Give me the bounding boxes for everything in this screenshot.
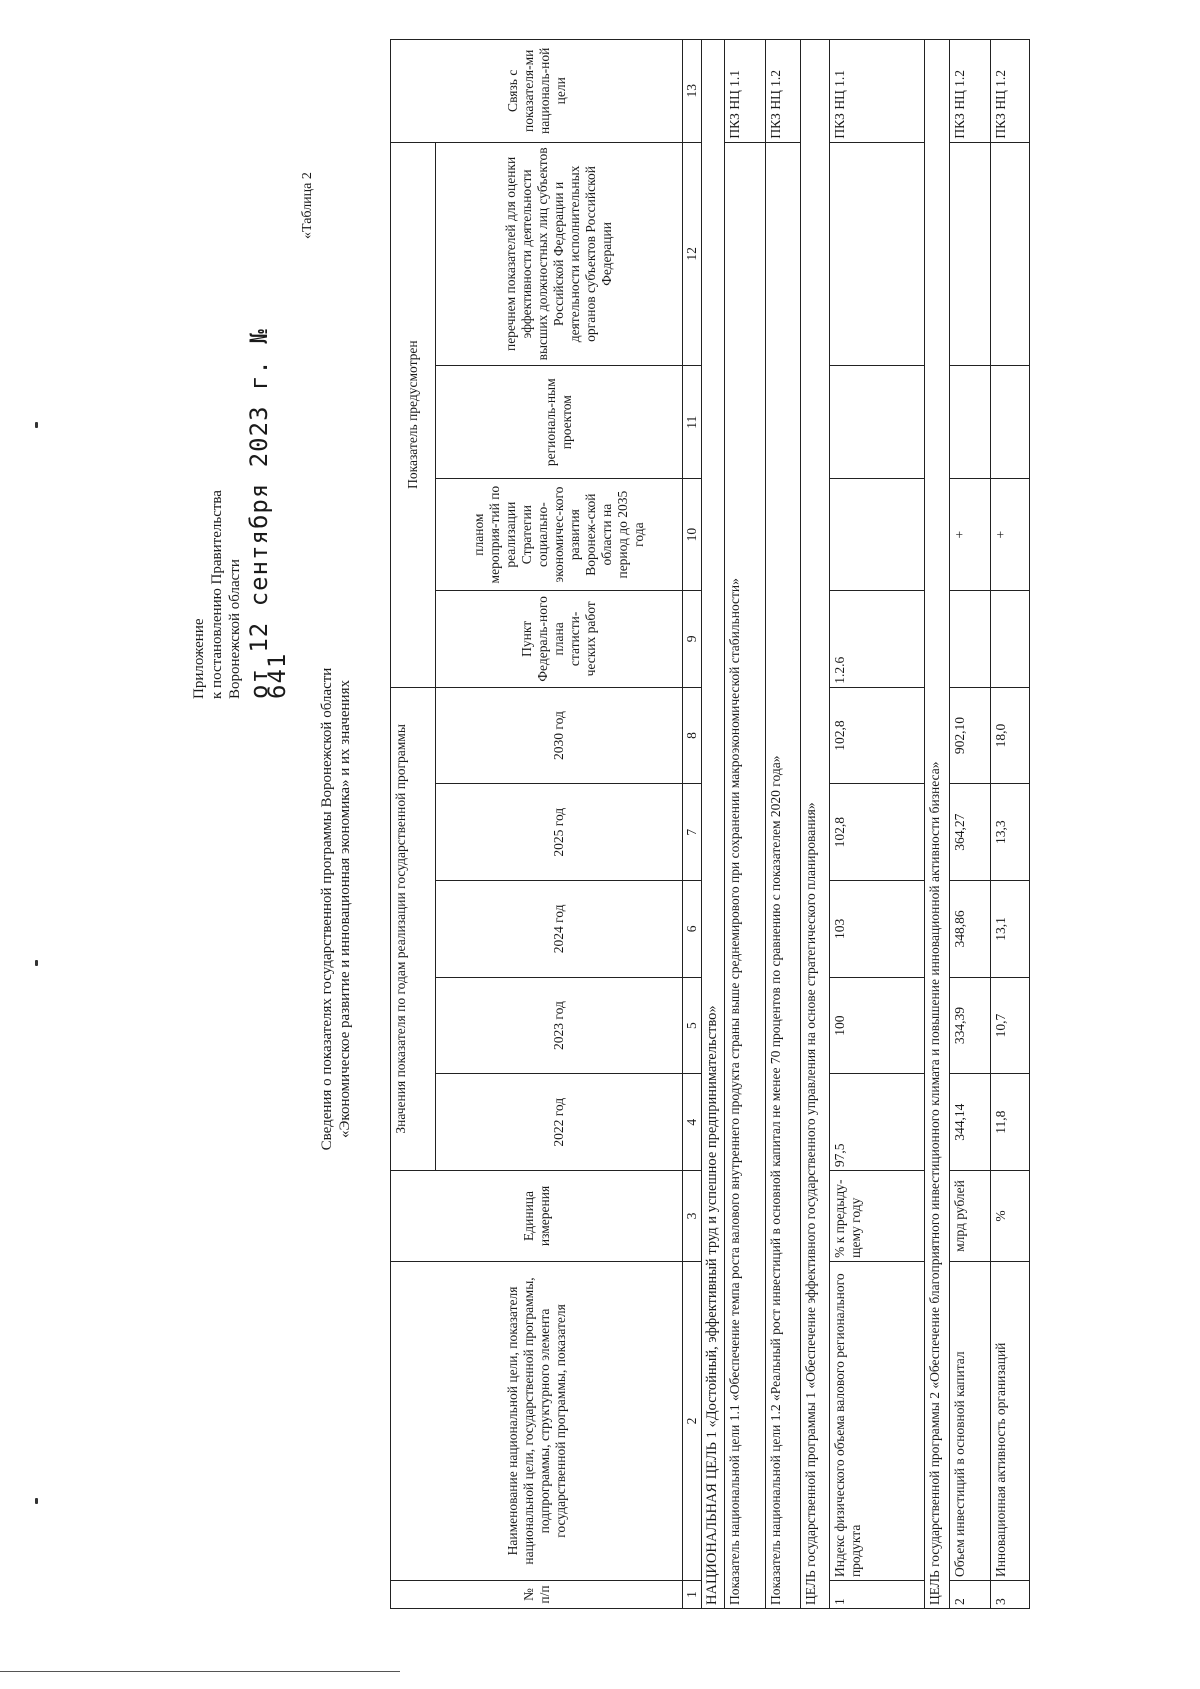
value-2024: 348,86 xyxy=(950,881,991,978)
indicator-link: ПКЗ НЦ 1.1 xyxy=(725,40,766,143)
value-2024: 13,1 xyxy=(991,881,1030,978)
national-indicator-1-2: Показатель национальной цели 1.2 «Реальный рост инвестиций в основной капитал не менее 70 процентов по сравнению с показателем 2020 года» xyxy=(766,142,801,1608)
header-row-1 xyxy=(391,40,436,1609)
col-strategy-plan-header: планом мероприя-тий по реализации Стратегии социально-экономичес-кого развития Воронеж-ской области на период до 2035 года xyxy=(436,479,683,591)
strategy-plan-mark xyxy=(830,479,925,591)
indicator-link: ПКЗ НЦ 1.2 xyxy=(950,40,991,143)
col-provided-group-header: Показатель предусмотрен xyxy=(391,142,436,687)
col-name-header: Наименование национальной цели, показателя национальной цели, государственной программы, подпрограммы, структурного элемента государственной программы, показателя xyxy=(391,1261,683,1580)
col-number: 13 xyxy=(683,40,702,143)
col-2023-header: 2023 год xyxy=(436,977,683,1074)
regional-project-mark xyxy=(991,366,1030,479)
title-line-1: Сведения о показателях государственной программы Воронежской области xyxy=(319,667,335,1151)
fed-plan-item: 1.2.6 xyxy=(830,591,925,688)
indicator-list-mark xyxy=(950,142,991,366)
col-values-group-header: Значения показателя по годам реализации государственной программы xyxy=(391,687,436,1170)
program-goal-2: ЦЕЛЬ государственной программы 2 «Обеспечение благоприятного инвестиционного климата и повышение инновационной активности бизнеса» xyxy=(925,40,950,1609)
national-indicator-row xyxy=(766,40,801,1609)
fed-plan-item xyxy=(950,591,991,688)
col-number: 11 xyxy=(683,366,702,479)
strategy-plan-mark: + xyxy=(991,479,1030,591)
value-2022: 344,14 xyxy=(950,1074,991,1171)
value-2030: 18,0 xyxy=(991,687,1030,784)
col-number: 8 xyxy=(683,687,702,784)
document-title xyxy=(318,649,354,1169)
col-number: 4 xyxy=(683,1074,702,1171)
indicator-list-mark xyxy=(991,142,1030,366)
value-2022: 97,5 xyxy=(830,1074,925,1171)
col-number: 2 xyxy=(683,1261,702,1580)
indicator-link: ПКЗ НЦ 1.1 xyxy=(830,40,925,143)
table-row xyxy=(991,40,1030,1609)
col-num-header: № п/п xyxy=(391,1581,683,1609)
column-number-row xyxy=(683,40,702,1609)
col-regional-project-header: региональ-ным проектом xyxy=(436,366,683,479)
col-number: 6 xyxy=(683,881,702,978)
col-2022-header: 2022 год xyxy=(436,1074,683,1171)
table-label: «Таблица 2 xyxy=(300,172,315,239)
program-goal-1: ЦЕЛЬ государственной программы 1 «Обеспечение эффективного государственного управления на основе стратегического планирования» xyxy=(801,40,830,1609)
row-num: 1 xyxy=(830,1581,925,1609)
regional-project-mark xyxy=(830,366,925,479)
value-2030: 902,10 xyxy=(950,687,991,784)
col-2030-header: 2030 год xyxy=(436,687,683,784)
program-goal-row xyxy=(925,40,950,1609)
value-2030: 102,8 xyxy=(830,687,925,784)
regional-project-mark xyxy=(950,366,991,479)
value-2025: 102,8 xyxy=(830,784,925,881)
value-2023: 334,39 xyxy=(950,977,991,1074)
indicator-link: ПКЗ НЦ 1.2 xyxy=(766,40,801,143)
fed-plan-item xyxy=(991,591,1030,688)
value-2023: 100 xyxy=(830,977,925,1074)
program-goal-row xyxy=(801,40,830,1609)
col-number: 3 xyxy=(683,1171,702,1262)
table-row xyxy=(950,40,991,1609)
col-2024-header: 2024 год xyxy=(436,881,683,978)
col-number: 9 xyxy=(683,591,702,688)
indicator-name: Индекс физического объема валового регионального продукта xyxy=(830,1261,925,1580)
value-2025: 364,27 xyxy=(950,784,991,881)
header-line-3: Воронежской области xyxy=(227,559,243,699)
table-row xyxy=(830,40,925,1609)
row-num: 2 xyxy=(950,1581,991,1609)
indicator-list-mark xyxy=(830,142,925,366)
strategy-plan-mark: + xyxy=(950,479,991,591)
indicators-table xyxy=(390,39,1030,1609)
indicator-unit: млрд рублей xyxy=(950,1171,991,1262)
indicator-name: Объем инвестиций в основной капитал xyxy=(950,1261,991,1580)
national-indicator-row xyxy=(725,40,766,1609)
approval-header xyxy=(190,279,291,699)
value-2025: 13,3 xyxy=(991,784,1030,881)
col-indicator-list-header: перечнем показателей для оценки эффективности деятельности высших должностных лиц субъектов Российской Федерации и деятельности исполнительных органов субъектов Российской Федерации xyxy=(436,142,683,366)
col-fed-plan-header: Пункт Федераль-ного плана статисти-ческих работ xyxy=(436,591,683,688)
col-number: 12 xyxy=(683,142,702,366)
value-2024: 103 xyxy=(830,881,925,978)
decree-date-number: от 12 сентября 2023 г. № 641 xyxy=(245,328,291,699)
header-line-2: к постановлению Правительства xyxy=(209,490,225,699)
national-goal-row xyxy=(702,40,725,1609)
col-unit-header: Единица измерения xyxy=(391,1171,683,1262)
title-line-2: «Экономическое развитие и инновационная экономика» и их значениях xyxy=(337,680,353,1138)
indicator-name: Инновационная активность организаций xyxy=(991,1261,1030,1580)
col-link-header: Связь с показателя-ми националь-ной цели xyxy=(391,40,683,143)
national-goal-1: НАЦИОНАЛЬНАЯ ЦЕЛЬ 1 «Достойный, эффективный труд и успешное предпринимательство» xyxy=(702,40,725,1609)
row-num: 3 xyxy=(991,1581,1030,1609)
value-2023: 10,7 xyxy=(991,977,1030,1074)
national-indicator-1-1: Показатель национальной цели 1.1 «Обеспечение темпа роста валового внутреннего продукта страны выше среднемирового при сохранении макроэкономической стабильности» xyxy=(725,142,766,1608)
col-2025-header: 2025 год xyxy=(436,784,683,881)
indicator-unit: % xyxy=(991,1171,1030,1262)
col-number: 1 xyxy=(683,1581,702,1609)
col-number: 7 xyxy=(683,784,702,881)
indicator-link: ПКЗ НЦ 1.2 xyxy=(991,40,1030,143)
header-line-1: Приложение xyxy=(191,618,207,699)
value-2022: 11,8 xyxy=(991,1074,1030,1171)
col-number: 5 xyxy=(683,977,702,1074)
col-number: 10 xyxy=(683,479,702,591)
indicator-unit: % к предыду-щему году xyxy=(830,1171,925,1262)
